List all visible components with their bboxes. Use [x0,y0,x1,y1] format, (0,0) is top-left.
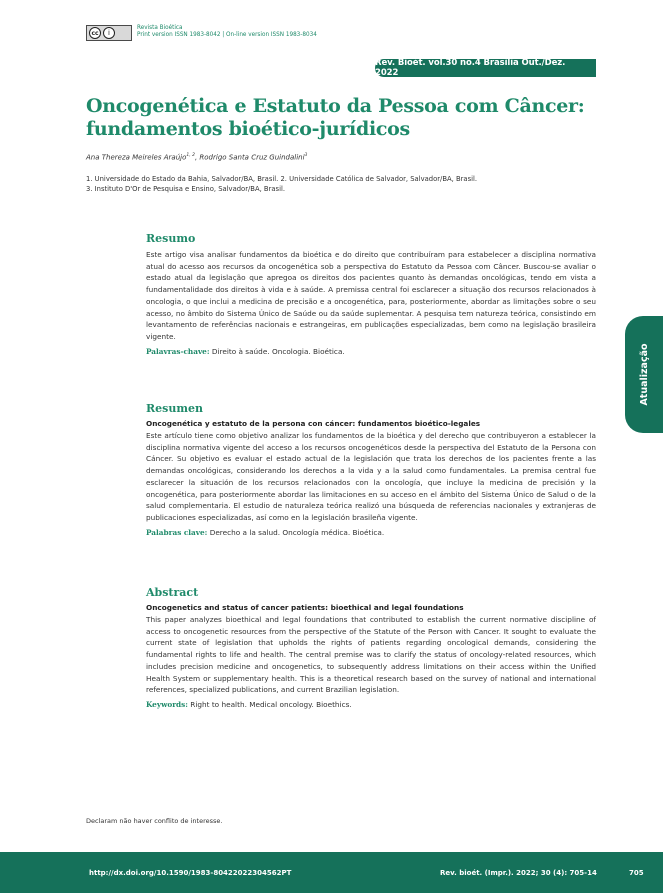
resumen-body: Este artículo tiene como objetivo analizar los fundamentos de la bioética y del derecho que contribuyeron a establecer la disciplina normativa vigente del acceso a los recursos oncogenéticos desde la perspectiva del Estatuto de la Persona con Cáncer. Su objetivo es evaluar el estado actual de la legislación que trata los derechos de los pacientes frente a las demandas oncológicas, considerando los derechos a la vida y a la salud como fundamentales. La premisa central fue esclarecer la situación de los recursos relacionados con la oncología, que incluye la medicina de precisión y la oncogenética, para posteriormente abordar las limitaciones en su acceso en el ámbito del Sistema Único de Salud o de la salud complementaria. El estudio de naturaleza teórica realizó una búsqueda de referencias nacionales y extranjeras de publicaciones especializadas, así como en la legislación brasileña vigente. [146,431,596,522]
issue-banner: Rev. Bioét. vol.30 no.4 Brasília Out./Dez. 2022 [375,59,596,77]
abstract-body: This paper analyzes bioethical and legal foundations that contributed to establish the current normative discipline of access to oncogenetic resources from the perspective of the Statute of the Person with Cancer. It sought to evaluate the current state of legislation that upholds the rights of patients regarding oncological demands, considering the fundamental rights to life and health. The central premise was to clarify the status of oncology-related resources, which includes precision medicine and oncogenetics, to subsequently address limitations on their access within the Unified Health System or supplementary health. This is a theoretical research based on the survey of national and international references, specialized publications, and current Brazilian legislation. [146,615,596,695]
page-footer [0,852,663,893]
cc-license-badge[interactable] [86,25,132,41]
affiliations [86,174,586,194]
authors [86,153,307,161]
author-1: Ana Thereza Meireles Araújo [86,153,187,162]
footer-citation: Rev. bioét. (Impr.). 2022; 30 (4): 705-14 [440,869,597,877]
abstract-keywords [146,699,596,711]
resumo-heading: Resumo [146,232,196,245]
attribution-icon: i [103,27,115,39]
conflict-statement: Declaram não haver conflito de interesse. [86,817,223,825]
abstract-heading: Abstract [146,586,199,599]
resumen-subtitle: Oncogenética y estatuto de la persona con cáncer: fundamentos bioético-legales [146,419,481,428]
creative-commons-icon: cc [89,27,101,39]
resumo-keywords [146,346,596,358]
issn-line: Print version ISSN 1983-8042 | On-line version ISSN 1983-8034 [137,32,317,39]
abstract-keywords-label: Keywords: [146,699,188,709]
author-separator: , [194,153,200,162]
doi-link[interactable]: http://dx.doi.org/10.1590/1983-80422022304562PT [89,869,292,877]
journal-name: Revista Bioética [137,25,183,31]
resumen-heading: Resumen [146,402,203,415]
section-side-tab[interactable] [625,316,663,433]
affiliation-line-1: 1. Universidade do Estado da Bahia, Salvador/BA, Brasil. 2. Universidade Católica de Salvador, Salvador/BA, Brasil. [86,175,478,183]
resumen-keywords-label: Palabras clave: [146,527,208,537]
resumen-keywords-text: Derecho a la salud. Oncología médica. Bioética. [207,527,385,537]
article-title: Oncogenética e Estatuto da Pessoa com Câncer: fundamentos bioético-jurídicos [86,95,585,140]
abstract-subtitle: Oncogenetics and status of cancer patients: bioethical and legal foundations [146,603,464,612]
abstract-section [146,586,596,711]
author-2: Rodrigo Santa Cruz Guindalini [199,153,305,162]
resumen-keywords [146,527,596,539]
author-2-affil: 3 [304,153,308,158]
resumo-body: Este artigo visa analisar fundamentos da bioética e do direito que contribuíram para estabelecer a disciplina normativa atual do acesso aos recursos da oncogenética sob a perspectiva do Estatuto da Pessoa com Câncer. Buscou-se avaliar o estado atual da legislação que apregoa os direitos dos pacientes quanto às demandas oncológicas, tendo em vista a fundamentalidade dos direitos à vida e à saúde. A premissa central foi esclarecer a situação dos recursos relacionados à oncologia, o que inclui a medicina de precisão e a oncogenética, para, posteriormente, abordar as limitações sobre o seu acesso, no âmbito do Sistema Único de Saúde ou da saúde suplementar. A pesquisa tem natureza teórica, consistindo em levantamento de referências nacionais e estrangeiras, em publicações especializadas, bem como na legislação brasileira vigente. [146,250,596,341]
resumo-keywords-label: Palavras-chave: [146,346,210,356]
side-tab-label: Atualização [638,343,650,406]
affiliation-line-2: 3. Instituto D'Or de Pesquisa e Ensino, Salvador/BA, Brasil. [86,185,286,193]
author-1-affil: 1, 2 [186,153,195,158]
resumo-section [146,232,596,357]
journal-header [86,25,317,41]
journal-meta [137,25,317,39]
page-number: 705 [629,869,644,877]
resumo-keywords-text: Direito à saúde. Oncologia. Bioética. [209,346,345,356]
abstract-keywords-text: Right to health. Medical oncology. Bioethics. [187,699,352,709]
resumen-section [146,402,596,538]
